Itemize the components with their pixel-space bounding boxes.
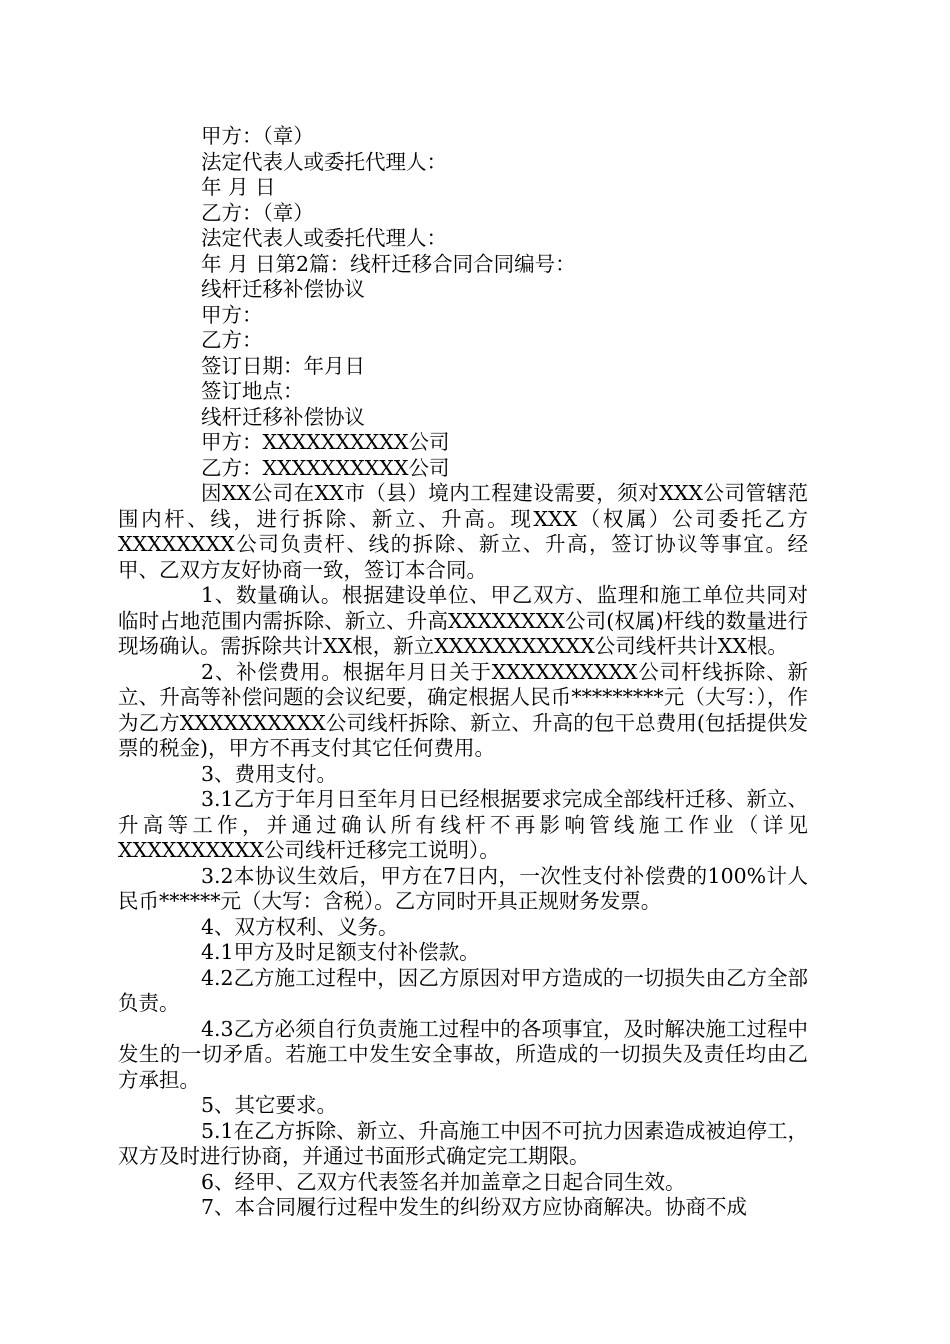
header-line: 线杆迁移补偿协议 — [201, 404, 365, 429]
body-paragraph: 1、数量确认。根据建设单位、甲乙双方、监理和施工单位共同对临时占地范围内需拆除、新立、升高XXXXXXXX公司(权属)杆线的数量进行现场确认。需拆除共计XX根，新立XXXXXXXXXXX公司线杆共计XX根。 — [118, 583, 808, 658]
body-paragraph: 6、经甲、乙双方代表签名并加盖章之日起合同生效。 — [201, 1169, 686, 1194]
body-paragraph: 5、其它要求。 — [201, 1093, 338, 1117]
header-line: 乙方： — [201, 328, 263, 352]
body-paragraph: 3.1乙方于年月日至年月日已经根据要求完成全部线杆迁移、新立、升高等工作，并通过确认所有线杆不再影响管线施工作业（详见XXXXXXXXXX公司线杆迁移完工说明）。 — [118, 787, 808, 862]
body-paragraph: 7、本合同履行过程中发生的纠纷双方应协商解决。协商不成 — [201, 1195, 748, 1219]
header-line: 年 月 日 — [201, 175, 276, 199]
body-paragraph: 3.2本协议生效后，甲方在7日内，一次性支付补偿费的100%计人民币******元（大写：含税）。乙方同时开具正规财务发票。 — [118, 863, 808, 913]
body-paragraph: 5.1在乙方拆除、新立、升高施工中因不可抗力因素造成被迫停工，双方及时进行协商，并通过书面形式确定完工期限。 — [118, 1118, 808, 1168]
body-paragraph: 4.2乙方施工过程中，因乙方原因对甲方造成的一切损失由乙方全部负责。 — [118, 965, 808, 1015]
header-line: 法定代表人或委托代理人： — [201, 226, 447, 250]
header-line: 乙方：XXXXXXXXXX公司 — [201, 455, 450, 480]
header-line: 签订日期：年月日 — [201, 353, 365, 378]
body-paragraph: 4.1甲方及时足额支付补偿款。 — [201, 940, 480, 964]
header-line: 甲方：XXXXXXXXXX公司 — [201, 430, 450, 454]
body-paragraph: 3、费用支付。 — [201, 761, 338, 786]
header-line: 年 月 日第2篇：线杆迁移合同合同编号： — [201, 251, 576, 276]
header-line: 签订地点： — [201, 379, 304, 403]
body-paragraph: 4、双方权利、义务。 — [201, 914, 399, 939]
header-line: 甲方： — [201, 302, 263, 327]
body-paragraph: 4.3乙方必须自行负责施工过程中的各项事宜，及时解决施工过程中发生的一切矛盾。若施工中发生安全事故，所造成的一切损失及责任均由乙方承担。 — [118, 1016, 808, 1092]
header-line: 甲方：（章） — [201, 124, 314, 148]
header-line: 乙方：（章） — [201, 200, 314, 225]
document-body — [118, 124, 808, 1221]
body-paragraph: 2、补偿费用。根据年月日关于XXXXXXXXXX公司杆线拆除、新立、升高等补偿问题的会议纪要，确定根据人民币*********元（大写：），作为乙方XXXXXXXXXX公司线杆拆除、新立、升高的包干总费用(包括提供发票的税金)，甲方不再支付其它任何费用。 — [118, 659, 808, 760]
header-line: 法定代表人或委托代理人： — [201, 149, 447, 174]
body-paragraph: 因XX公司在XX市（县）境内工程建设需要，须对XXX公司管辖范围内杆、线，进行拆除、新立、升高。现XXX（权属）公司委托乙方XXXXXXXX公司负责杆、线的拆除、新立、升高，签订协议等事宜。经甲、乙双方友好协商一致，签订本合同。 — [118, 481, 808, 582]
header-line: 线杆迁移补偿协议 — [201, 277, 365, 301]
